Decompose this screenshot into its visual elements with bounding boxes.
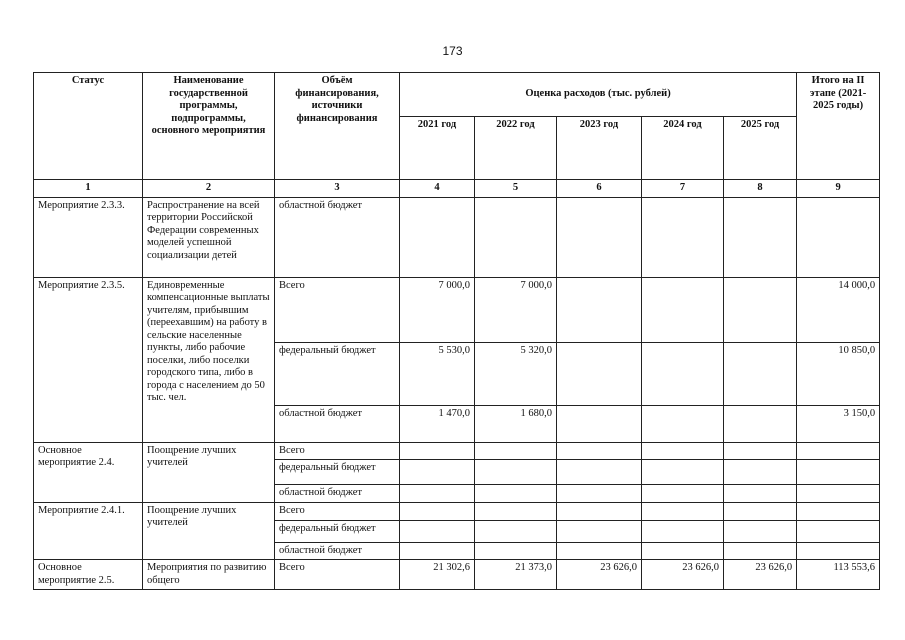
table-row bbox=[34, 502, 880, 520]
table-row bbox=[34, 442, 880, 460]
total-cell bbox=[797, 520, 880, 542]
header-estimate: Оценка расходов (тыс. рублей) bbox=[400, 73, 797, 117]
header-year: 2021 год bbox=[400, 117, 475, 180]
value-cell bbox=[557, 442, 642, 460]
value-cell bbox=[724, 442, 797, 460]
value-cell: 21 373,0 bbox=[475, 560, 557, 590]
value-cell: 23 626,0 bbox=[724, 560, 797, 590]
value-cell bbox=[475, 197, 557, 277]
header-total: Итого на II этапе (2021-2025 годы) bbox=[797, 73, 880, 180]
status-cell: Мероприятие 2.3.3. bbox=[34, 197, 143, 277]
name-cell: Поощрение лучших учителей bbox=[143, 502, 275, 560]
value-cell bbox=[724, 342, 797, 405]
value-cell bbox=[642, 542, 724, 560]
value-cell bbox=[642, 405, 724, 442]
value-cell: 5 530,0 bbox=[400, 342, 475, 405]
column-number: 7 bbox=[642, 180, 724, 198]
table-row bbox=[34, 277, 880, 342]
value-cell bbox=[724, 197, 797, 277]
value-cell: 7 000,0 bbox=[400, 277, 475, 342]
total-cell: 113 553,6 bbox=[797, 560, 880, 590]
header-year: 2023 год bbox=[557, 117, 642, 180]
source-cell: Всего bbox=[275, 277, 400, 342]
total-cell: 3 150,0 bbox=[797, 405, 880, 442]
value-cell bbox=[642, 442, 724, 460]
source-cell: Всего bbox=[275, 502, 400, 520]
source-cell: федеральный бюджет bbox=[275, 342, 400, 405]
value-cell: 1 680,0 bbox=[475, 405, 557, 442]
total-cell: 10 850,0 bbox=[797, 342, 880, 405]
name-cell: Поощрение лучших учителей bbox=[143, 442, 275, 502]
value-cell bbox=[642, 460, 724, 485]
value-cell: 21 302,6 bbox=[400, 560, 475, 590]
value-cell bbox=[475, 502, 557, 520]
value-cell bbox=[724, 520, 797, 542]
value-cell bbox=[557, 460, 642, 485]
column-number: 8 bbox=[724, 180, 797, 198]
value-cell bbox=[642, 520, 724, 542]
value-cell bbox=[400, 485, 475, 503]
value-cell bbox=[557, 277, 642, 342]
source-cell: областной бюджет bbox=[275, 405, 400, 442]
header-year: 2024 год bbox=[642, 117, 724, 180]
value-cell bbox=[724, 277, 797, 342]
total-cell bbox=[797, 502, 880, 520]
name-cell: Мероприятия по развитию общего bbox=[143, 560, 275, 590]
table-row bbox=[34, 197, 880, 277]
column-number: 2 bbox=[143, 180, 275, 198]
value-cell bbox=[642, 342, 724, 405]
status-cell: Основное мероприятие 2.5. bbox=[34, 560, 143, 590]
value-cell bbox=[642, 502, 724, 520]
value-cell bbox=[400, 542, 475, 560]
column-number: 6 bbox=[557, 180, 642, 198]
value-cell bbox=[400, 520, 475, 542]
total-cell bbox=[797, 485, 880, 503]
value-cell bbox=[642, 197, 724, 277]
value-cell bbox=[642, 277, 724, 342]
source-cell: областной бюджет bbox=[275, 485, 400, 503]
value-cell bbox=[475, 542, 557, 560]
value-cell bbox=[557, 502, 642, 520]
header-volume: Объём финансирования, источники финансирования bbox=[275, 73, 400, 180]
total-cell bbox=[797, 197, 880, 277]
total-cell bbox=[797, 542, 880, 560]
status-cell: Основное мероприятие 2.4. bbox=[34, 442, 143, 502]
value-cell bbox=[724, 502, 797, 520]
source-cell: областной бюджет bbox=[275, 197, 400, 277]
header-name: Наименование государственной программы, подпрограммы, основного мероприятия bbox=[143, 73, 275, 180]
value-cell bbox=[400, 442, 475, 460]
value-cell bbox=[475, 520, 557, 542]
value-cell: 5 320,0 bbox=[475, 342, 557, 405]
value-cell bbox=[724, 405, 797, 442]
column-number: 5 bbox=[475, 180, 557, 198]
name-cell: Единовременные компенсационные выплаты учителям, прибывшим (переехавшим) на работу в сельские населенные пункты, либо рабочие поселки, либо поселки городского типа, либо в города с населением до 50 тыс. чел. bbox=[143, 277, 275, 442]
value-cell bbox=[642, 485, 724, 503]
value-cell bbox=[557, 520, 642, 542]
source-cell: Всего bbox=[275, 560, 400, 590]
page-number: 173 bbox=[442, 44, 463, 58]
value-cell bbox=[557, 405, 642, 442]
table-row bbox=[34, 560, 880, 590]
status-cell: Мероприятие 2.4.1. bbox=[34, 502, 143, 560]
status-cell: Мероприятие 2.3.5. bbox=[34, 277, 143, 442]
column-number: 1 bbox=[34, 180, 143, 198]
value-cell: 7 000,0 bbox=[475, 277, 557, 342]
total-cell: 14 000,0 bbox=[797, 277, 880, 342]
source-cell: областной бюджет bbox=[275, 542, 400, 560]
total-cell bbox=[797, 442, 880, 460]
value-cell bbox=[557, 342, 642, 405]
value-cell bbox=[557, 485, 642, 503]
column-number: 4 bbox=[400, 180, 475, 198]
value-cell bbox=[400, 502, 475, 520]
value-cell bbox=[557, 542, 642, 560]
value-cell bbox=[724, 460, 797, 485]
value-cell bbox=[475, 460, 557, 485]
value-cell bbox=[475, 485, 557, 503]
header-year: 2022 год bbox=[475, 117, 557, 180]
value-cell: 23 626,0 bbox=[642, 560, 724, 590]
total-cell bbox=[797, 460, 880, 485]
name-cell: Распространение на всей территории Российской Федерации современных моделей успешной социализации детей bbox=[143, 197, 275, 277]
value-cell bbox=[400, 460, 475, 485]
budget-table bbox=[33, 72, 880, 590]
header-year: 2025 год bbox=[724, 117, 797, 180]
column-number: 9 bbox=[797, 180, 880, 198]
value-cell: 23 626,0 bbox=[557, 560, 642, 590]
value-cell bbox=[475, 442, 557, 460]
value-cell bbox=[724, 485, 797, 503]
source-cell: федеральный бюджет bbox=[275, 520, 400, 542]
value-cell: 1 470,0 bbox=[400, 405, 475, 442]
source-cell: федеральный бюджет bbox=[275, 460, 400, 485]
column-number: 3 bbox=[275, 180, 400, 198]
header-status: Статус bbox=[34, 73, 143, 180]
value-cell bbox=[724, 542, 797, 560]
value-cell bbox=[400, 197, 475, 277]
value-cell bbox=[557, 197, 642, 277]
source-cell: Всего bbox=[275, 442, 400, 460]
